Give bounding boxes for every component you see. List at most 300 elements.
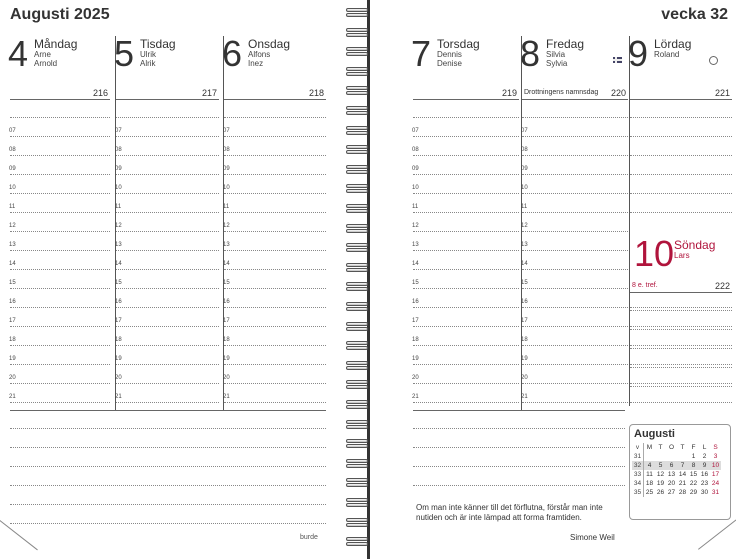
name-day: Sylvia	[546, 59, 568, 68]
writing-line[interactable]	[630, 364, 732, 365]
sunday-day-name: Söndag	[674, 238, 716, 252]
writing-line[interactable]	[413, 231, 519, 232]
notes-rule	[10, 410, 326, 411]
writing-line[interactable]	[10, 269, 110, 270]
hour-label: 19	[521, 356, 528, 362]
writing-line[interactable]	[630, 326, 732, 327]
spiral-ring	[346, 537, 368, 547]
writing-line[interactable]	[116, 307, 219, 308]
spiral-ring	[346, 361, 368, 371]
hour-label: 10	[521, 185, 528, 191]
writing-line[interactable]	[10, 155, 110, 156]
hour-label: 11	[412, 204, 419, 210]
hour-label: 15	[223, 280, 230, 286]
mini-calendar-day: 31	[711, 489, 720, 496]
hour-label: 21	[115, 394, 122, 400]
writing-line[interactable]	[224, 193, 326, 194]
hour-label: 09	[412, 166, 419, 172]
mini-calendar-grid	[632, 443, 721, 497]
hour-label: 16	[115, 299, 122, 305]
writing-line[interactable]	[116, 250, 219, 251]
writing-line[interactable]	[630, 307, 732, 308]
header-rule	[522, 99, 628, 100]
hour-label: 16	[521, 299, 528, 305]
hour-label: 13	[115, 242, 122, 248]
mini-calendar-day: 27	[667, 489, 676, 496]
mini-calendar-day: 25	[645, 489, 654, 496]
writing-line[interactable]	[413, 117, 519, 118]
spiral-ring	[346, 165, 368, 175]
writing-line[interactable]	[413, 212, 519, 213]
notes-rule	[413, 410, 625, 411]
spiral-ring	[346, 47, 368, 57]
writing-line[interactable]	[224, 212, 326, 213]
notes-line[interactable]	[413, 466, 625, 467]
notes-line[interactable]	[413, 485, 625, 486]
spiral-ring	[346, 126, 368, 136]
writing-line[interactable]	[630, 402, 732, 403]
writing-line[interactable]	[630, 383, 732, 384]
writing-line[interactable]	[10, 345, 110, 346]
hour-label: 12	[9, 223, 16, 229]
writing-line[interactable]	[224, 136, 326, 137]
hour-label: 21	[223, 394, 230, 400]
writing-line[interactable]	[413, 364, 519, 365]
spiral-ring	[346, 106, 368, 116]
hour-label: 17	[521, 318, 528, 324]
page-corner	[0, 520, 38, 550]
writing-line[interactable]	[630, 136, 732, 137]
header-rule	[630, 99, 732, 100]
mini-calendar-day: 2	[702, 453, 707, 460]
hour-label: 09	[9, 166, 16, 172]
writing-line[interactable]	[116, 364, 219, 365]
day-number: 6	[222, 33, 243, 74]
notes-line[interactable]	[10, 466, 326, 467]
mini-calendar-day: 15	[689, 471, 698, 478]
hour-label: 09	[521, 166, 528, 172]
hour-label: 17	[223, 318, 230, 324]
mini-calendar-day: 5	[655, 461, 666, 470]
day-number: 9	[628, 33, 649, 74]
sunday-line[interactable]	[630, 292, 732, 293]
writing-line[interactable]	[10, 250, 110, 251]
mini-calendar-day: 4	[644, 461, 656, 470]
writing-line[interactable]	[413, 307, 519, 308]
hour-label: 16	[223, 299, 230, 305]
writing-line[interactable]	[630, 174, 732, 175]
hour-label: 10	[115, 185, 122, 191]
hour-label: 18	[412, 337, 419, 343]
day-of-year: 217	[201, 88, 217, 98]
spiral-ring	[346, 459, 368, 469]
mini-calendar-day: 3	[713, 453, 718, 460]
hour-label: 19	[223, 356, 230, 362]
hour-label: 09	[115, 166, 122, 172]
hour-label: 14	[223, 261, 230, 267]
writing-line[interactable]	[522, 117, 628, 118]
hour-label: 20	[115, 375, 122, 381]
sunday-name-1: Lars	[674, 251, 690, 260]
hour-label: 18	[521, 337, 528, 343]
writing-line[interactable]	[10, 136, 110, 137]
hour-label: 09	[223, 166, 230, 172]
mini-calendar-week: 34	[632, 479, 644, 488]
hour-label: 19	[9, 356, 16, 362]
writing-line[interactable]	[630, 117, 732, 118]
mini-calendar-header: L	[702, 444, 707, 451]
sunday-line[interactable]	[630, 329, 732, 330]
day-of-year: 216	[92, 88, 108, 98]
name-day: Denise	[437, 59, 462, 68]
day-name: Fredag	[546, 37, 585, 51]
column-divider	[629, 36, 630, 406]
quote-author: Simone Weil	[570, 533, 615, 542]
mini-calendar-day: 16	[700, 471, 709, 478]
spiral-ring	[346, 67, 368, 77]
day-name: Onsdag	[248, 37, 291, 51]
hour-label: 13	[412, 242, 419, 248]
writing-line[interactable]	[224, 345, 326, 346]
writing-line[interactable]	[522, 326, 628, 327]
hour-label: 10	[9, 185, 16, 191]
writing-line[interactable]	[413, 345, 519, 346]
spiral-ring	[346, 439, 368, 449]
hour-label: 10	[223, 185, 230, 191]
writing-line[interactable]	[522, 174, 628, 175]
mini-calendar-day: 8	[688, 461, 699, 470]
writing-line[interactable]	[10, 117, 110, 118]
header-rule	[413, 99, 519, 100]
flag-icon	[613, 57, 622, 63]
spiral-ring	[346, 302, 368, 312]
hour-label: 07	[412, 128, 419, 134]
name-day: Silvia	[546, 50, 566, 59]
name-day: Ulrik	[140, 50, 156, 59]
sunday-line[interactable]	[630, 310, 732, 311]
hour-label: 21	[412, 394, 419, 400]
day-name: Torsdag	[437, 37, 480, 51]
hour-label: 13	[521, 242, 528, 248]
writing-line[interactable]	[413, 269, 519, 270]
writing-line[interactable]	[630, 193, 732, 194]
name-day: Inez	[248, 59, 264, 68]
hour-label: 08	[9, 147, 16, 153]
hour-label: 20	[521, 375, 528, 381]
writing-line[interactable]	[630, 345, 732, 346]
writing-line[interactable]	[413, 250, 519, 251]
header-rule	[10, 99, 110, 100]
name-day: Alrik	[140, 59, 156, 68]
mini-calendar-header: O	[668, 444, 675, 451]
day-number: 8	[520, 33, 541, 74]
mini-calendar-day	[677, 452, 688, 461]
spiral-ring	[346, 204, 368, 214]
name-day: Alfons	[248, 50, 271, 59]
spiral-ring	[346, 145, 368, 155]
mini-calendar-day: 13	[667, 471, 676, 478]
writing-line[interactable]	[116, 269, 219, 270]
hour-label: 12	[223, 223, 230, 229]
mini-calendar-week: 33	[632, 470, 644, 479]
writing-line[interactable]	[224, 326, 326, 327]
writing-line[interactable]	[413, 402, 519, 403]
mini-calendar-day: 12	[656, 471, 665, 478]
hour-label: 13	[223, 242, 230, 248]
writing-line[interactable]	[630, 155, 732, 156]
day-of-year: 218	[308, 88, 324, 98]
mini-calendar-header: F	[691, 444, 696, 451]
spiral-ring	[346, 498, 368, 508]
hour-label: 16	[9, 299, 16, 305]
writing-line[interactable]	[116, 193, 219, 194]
spiral-ring	[346, 322, 368, 332]
mini-calendar-day: 14	[678, 471, 687, 478]
writing-line[interactable]	[630, 212, 732, 213]
notes-line[interactable]	[10, 485, 326, 486]
notes-line[interactable]	[10, 428, 326, 429]
hour-label: 11	[115, 204, 122, 210]
writing-line[interactable]	[413, 288, 519, 289]
writing-line[interactable]	[224, 117, 326, 118]
writing-line[interactable]	[522, 383, 628, 384]
spiral-ring	[346, 341, 368, 351]
hour-label: 19	[115, 356, 122, 362]
hour-label: 11	[521, 204, 528, 210]
header-rule	[116, 99, 219, 100]
spiral-ring	[346, 86, 368, 96]
hour-label: 11	[223, 204, 230, 210]
day-number: 7	[411, 33, 432, 74]
hour-label: 14	[115, 261, 122, 267]
day-note: Drottningens namnsdag	[524, 89, 599, 96]
mini-calendar-header: T	[658, 444, 663, 451]
spiral-ring	[346, 380, 368, 390]
spiral-ring	[346, 243, 368, 253]
hour-label: 07	[115, 128, 122, 134]
mini-calendar-day: 11	[646, 471, 653, 478]
writing-line[interactable]	[10, 212, 110, 213]
mini-calendar-title: Augusti	[634, 428, 675, 440]
writing-line[interactable]	[522, 136, 628, 137]
hour-label: 20	[223, 375, 230, 381]
hour-label: 20	[412, 375, 419, 381]
hour-label: 15	[521, 280, 528, 286]
hour-label: 20	[9, 375, 16, 381]
header-rule	[224, 99, 326, 100]
mini-calendar	[629, 424, 731, 520]
hour-label: 18	[115, 337, 122, 343]
hour-label: 15	[115, 280, 122, 286]
writing-line[interactable]	[10, 326, 110, 327]
notes-line[interactable]	[413, 428, 625, 429]
day-of-year: 220	[610, 88, 626, 98]
spiral-ring	[346, 28, 368, 38]
hour-label: 15	[9, 280, 16, 286]
writing-line[interactable]	[10, 288, 110, 289]
notes-line[interactable]	[413, 447, 625, 448]
sunday-line[interactable]	[630, 367, 732, 368]
writing-line[interactable]	[413, 193, 519, 194]
mini-calendar-day: 22	[689, 480, 698, 487]
sunday-line[interactable]	[630, 348, 732, 349]
hour-label: 07	[223, 128, 230, 134]
day-of-year: 221	[714, 88, 730, 98]
hour-label: 21	[521, 394, 528, 400]
name-day: Roland	[654, 50, 680, 59]
writing-line[interactable]	[116, 402, 219, 403]
sunday-day-number: 10	[634, 233, 675, 274]
spiral-ring	[346, 8, 368, 18]
writing-line[interactable]	[224, 269, 326, 270]
writing-line[interactable]	[10, 364, 110, 365]
page-corner	[698, 519, 736, 549]
mini-calendar-day	[666, 452, 677, 461]
writing-line[interactable]	[224, 288, 326, 289]
notes-line[interactable]	[10, 447, 326, 448]
writing-line[interactable]	[224, 307, 326, 308]
hour-label: 08	[521, 147, 528, 153]
mini-calendar-week: 32	[632, 461, 644, 470]
writing-line[interactable]	[224, 402, 326, 403]
spiral-ring	[346, 282, 368, 292]
hour-label: 10	[412, 185, 419, 191]
hour-label: 07	[521, 128, 528, 134]
writing-line[interactable]	[522, 364, 628, 365]
writing-line[interactable]	[224, 383, 326, 384]
mini-calendar-header: M	[646, 444, 653, 451]
sunday-note: 8 e. tref.	[632, 282, 658, 289]
writing-line[interactable]	[413, 174, 519, 175]
day-of-year: 219	[501, 88, 517, 98]
mini-calendar-header: T	[680, 444, 685, 451]
mini-calendar-day: 26	[656, 489, 665, 496]
writing-line[interactable]	[413, 136, 519, 137]
writing-line[interactable]	[413, 326, 519, 327]
mini-calendar-day: 20	[667, 480, 676, 487]
writing-line[interactable]	[224, 231, 326, 232]
mini-calendar-day: 1	[691, 453, 696, 460]
moon-phase-icon	[709, 56, 718, 65]
writing-line[interactable]	[116, 383, 219, 384]
hour-label: 21	[9, 394, 16, 400]
mini-calendar-day: 24	[711, 480, 720, 487]
name-day: Arne	[34, 50, 51, 59]
spiral-ring	[346, 400, 368, 410]
writing-line[interactable]	[522, 402, 628, 403]
spiral-ring	[346, 518, 368, 528]
mini-calendar-week: 35	[632, 488, 644, 497]
quote-text: Om man inte känner till det förflutna, förstår man inte nutiden och är inte lämpad att forma framtiden.	[416, 503, 603, 522]
week-title: vecka 32	[661, 6, 728, 23]
notes-line[interactable]	[10, 523, 326, 524]
writing-line[interactable]	[522, 269, 628, 270]
writing-line[interactable]	[224, 364, 326, 365]
writing-line[interactable]	[224, 250, 326, 251]
writing-line[interactable]	[522, 193, 628, 194]
writing-line[interactable]	[10, 402, 110, 403]
hour-label: 18	[9, 337, 16, 343]
writing-line[interactable]	[10, 231, 110, 232]
hour-label: 11	[9, 204, 16, 210]
name-day: Dennis	[437, 50, 462, 59]
writing-line[interactable]	[413, 155, 519, 156]
hour-label: 12	[521, 223, 528, 229]
hour-label: 08	[115, 147, 122, 153]
hour-label: 17	[9, 318, 16, 324]
mini-calendar-day: 28	[678, 489, 687, 496]
writing-line[interactable]	[10, 383, 110, 384]
sunday-line[interactable]	[630, 386, 732, 387]
hour-label: 14	[521, 261, 528, 267]
mini-calendar-day: 18	[645, 480, 654, 487]
mini-calendar-day: 23	[700, 480, 709, 487]
spiral-ring	[346, 478, 368, 488]
brand-logo: burde	[300, 534, 318, 541]
mini-calendar-day: 21	[678, 480, 687, 487]
writing-line[interactable]	[116, 288, 219, 289]
writing-line[interactable]	[116, 345, 219, 346]
writing-line[interactable]	[116, 326, 219, 327]
writing-line[interactable]	[116, 136, 219, 137]
mini-calendar-day	[655, 452, 666, 461]
hour-label: 15	[412, 280, 419, 286]
mini-calendar-header: v	[632, 443, 644, 452]
day-number: 5	[114, 33, 135, 74]
writing-line[interactable]	[10, 307, 110, 308]
writing-line[interactable]	[116, 117, 219, 118]
hour-label: 14	[412, 261, 419, 267]
spiral-ring	[346, 263, 368, 273]
writing-line[interactable]	[522, 231, 628, 232]
writing-line[interactable]	[116, 155, 219, 156]
writing-line[interactable]	[522, 212, 628, 213]
mini-calendar-header: S	[713, 444, 718, 451]
hour-label: 19	[412, 356, 419, 362]
writing-line[interactable]	[116, 212, 219, 213]
notes-line[interactable]	[10, 504, 326, 505]
writing-line[interactable]	[522, 345, 628, 346]
month-title: Augusti 2025	[10, 6, 110, 23]
writing-line[interactable]	[522, 155, 628, 156]
writing-line[interactable]	[10, 193, 110, 194]
writing-line[interactable]	[522, 250, 628, 251]
writing-line[interactable]	[10, 174, 110, 175]
spiral-spine	[367, 0, 370, 559]
writing-line[interactable]	[116, 231, 219, 232]
writing-line[interactable]	[224, 155, 326, 156]
hour-label: 07	[9, 128, 16, 134]
mini-calendar-day: 29	[689, 489, 698, 496]
hour-label: 12	[412, 223, 419, 229]
hour-label: 12	[115, 223, 122, 229]
spiral-ring	[346, 184, 368, 194]
name-day: Arnold	[34, 59, 58, 68]
writing-line[interactable]	[224, 174, 326, 175]
writing-line[interactable]	[522, 288, 628, 289]
spiral-ring	[346, 420, 368, 430]
writing-line[interactable]	[116, 174, 219, 175]
mini-calendar-day: 7	[677, 461, 688, 470]
writing-line[interactable]	[413, 383, 519, 384]
writing-line[interactable]	[522, 307, 628, 308]
mini-calendar-day	[644, 452, 656, 461]
day-name: Tisdag	[140, 37, 176, 51]
mini-calendar-day: 17	[711, 471, 720, 478]
hour-label: 08	[412, 147, 419, 153]
hour-label: 14	[9, 261, 16, 267]
mini-calendar-day: 9	[699, 461, 710, 470]
